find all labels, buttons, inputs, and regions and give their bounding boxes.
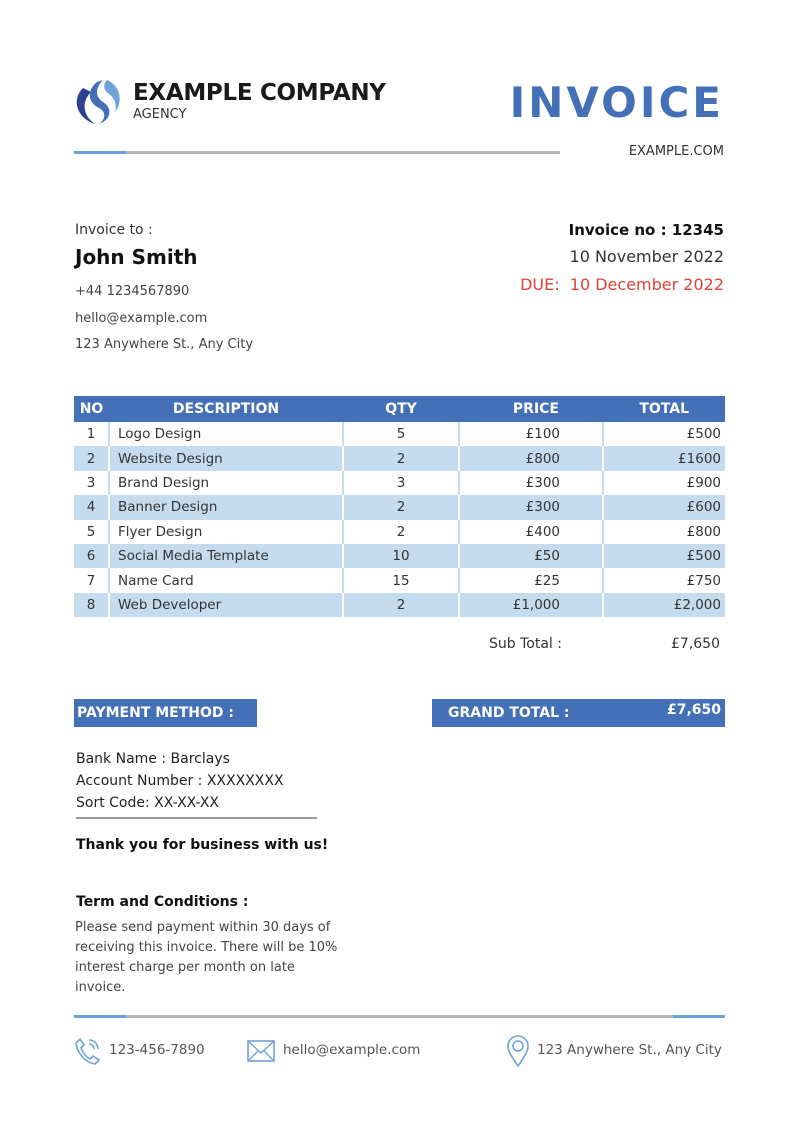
col-description: DESCRIPTION	[109, 396, 343, 422]
location-pin-icon	[506, 1035, 530, 1067]
client-email: hello@example.com	[75, 311, 208, 326]
item-no: 7	[86, 572, 96, 589]
invoice-number: Invoice no : 12345	[568, 221, 724, 239]
item-price: £400	[459, 520, 603, 544]
item-total: £800	[603, 520, 725, 544]
grand-total-value: £7,650	[666, 702, 721, 718]
invoice-date: 10 November 2022	[569, 247, 724, 266]
item-total: £750	[603, 568, 725, 592]
item-qty: 3	[343, 471, 459, 495]
terms-body: Please send payment within 30 days of receiving this invoice. There will be 10% interest charge per month on late invoice.	[75, 920, 338, 995]
header-divider	[74, 151, 560, 154]
grand-total-label: GRAND TOTAL :	[448, 705, 570, 721]
item-price: £100	[459, 422, 603, 446]
table-row	[74, 471, 725, 495]
item-price: £300	[459, 471, 603, 495]
website: EXAMPLE.COM	[628, 144, 724, 159]
table-row	[74, 544, 725, 568]
item-price: £300	[459, 495, 603, 519]
item-description: Flyer Design	[109, 520, 343, 544]
table-row	[74, 568, 725, 592]
item-total: £2,000	[603, 593, 725, 617]
item-description: Logo Design	[109, 422, 343, 446]
footer-phone: 123-456-7890	[109, 1042, 205, 1058]
due-date	[520, 275, 724, 294]
item-qty: 2	[343, 495, 459, 519]
email-icon	[247, 1040, 275, 1062]
item-no: 2	[74, 446, 109, 470]
client-name: John Smith	[75, 245, 198, 269]
item-qty: 5	[343, 422, 459, 446]
item-total: £900	[603, 471, 725, 495]
subtotal-value: £7,650	[671, 636, 720, 652]
item-price: £25	[459, 568, 603, 592]
item-no: 8	[74, 593, 109, 617]
item-total: £600	[603, 495, 725, 519]
col-qty: QTY	[343, 396, 459, 422]
item-qty: 2	[343, 593, 459, 617]
table-row	[74, 422, 725, 446]
payment-method-header: PAYMENT METHOD :	[74, 699, 257, 727]
item-description: Brand Design	[109, 471, 343, 495]
item-total: £1600	[603, 446, 725, 470]
item-description: Name Card	[109, 568, 343, 592]
table-row	[74, 495, 725, 519]
subtotal-label: Sub Total :	[489, 636, 562, 652]
terms-title: Term and Conditions :	[76, 894, 249, 910]
company-logo	[73, 78, 121, 126]
sort-code: Sort Code: XX-XX-XX	[76, 795, 220, 811]
client-address: 123 Anywhere St., Any City	[75, 337, 254, 352]
company-tagline: AGENCY	[133, 107, 187, 122]
footer-divider	[74, 1015, 725, 1018]
grand-total-bar	[432, 699, 725, 727]
item-qty: 2	[343, 520, 459, 544]
item-price: £1,000	[459, 593, 603, 617]
bank-name: Bank Name : Barclays	[76, 751, 230, 767]
table-row	[74, 446, 725, 470]
due-label: DUE:	[520, 275, 560, 294]
item-total: £500	[603, 544, 725, 568]
account-number: Account Number : XXXXXXXX	[76, 773, 284, 789]
item-no: 6	[74, 544, 109, 568]
thank-you: Thank you for business with us!	[76, 837, 329, 853]
footer-email: hello@example.com	[283, 1042, 421, 1058]
phone-icon	[74, 1036, 102, 1066]
item-qty: 10	[343, 544, 459, 568]
item-no: 1	[86, 426, 96, 443]
item-no: 5	[86, 523, 96, 540]
invoice-title: INVOICE	[509, 78, 724, 127]
col-price: PRICE	[459, 396, 603, 422]
company-name: EXAMPLE COMPANY	[133, 80, 386, 106]
item-total: £500	[603, 422, 725, 446]
item-description: Website Design	[109, 446, 343, 470]
invoice-to-label: Invoice to :	[75, 222, 153, 238]
col-total: TOTAL	[603, 396, 725, 422]
table-row	[74, 593, 725, 617]
footer-address: 123 Anywhere St., Any City	[537, 1042, 722, 1058]
payment-divider	[76, 817, 317, 819]
col-no: NO	[74, 396, 109, 422]
item-price: £50	[459, 544, 603, 568]
item-qty: 2	[343, 446, 459, 470]
item-description: Web Developer	[109, 593, 343, 617]
due-value: 10 December 2022	[569, 275, 724, 294]
item-qty: 15	[343, 568, 459, 592]
item-no: 3	[86, 474, 96, 491]
table-row	[74, 520, 725, 544]
item-price: £800	[459, 446, 603, 470]
item-no: 4	[74, 495, 109, 519]
line-items-table	[74, 396, 725, 617]
item-description: Banner Design	[109, 495, 343, 519]
client-phone: +44 1234567890	[75, 284, 190, 299]
item-description: Social Media Template	[109, 544, 343, 568]
